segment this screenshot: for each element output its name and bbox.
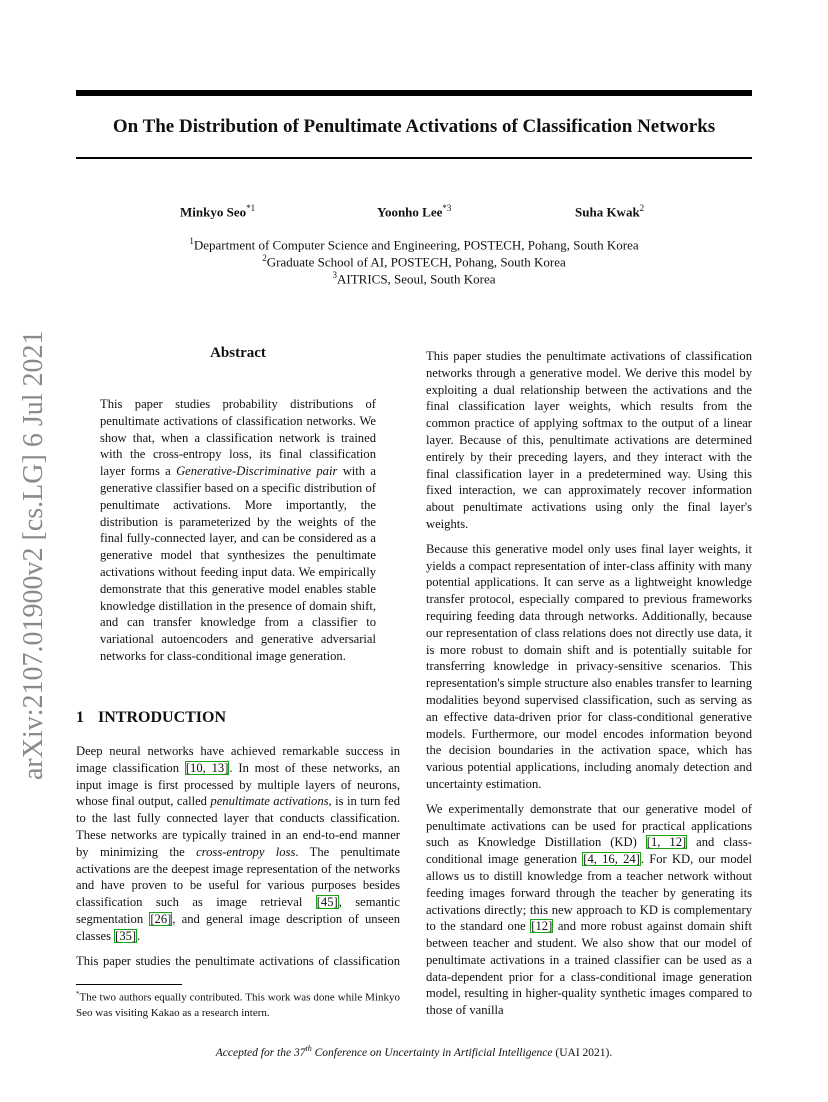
paragraph: This paper studies the penultimate activations of classification — [76, 953, 400, 968]
citation-link[interactable]: [4, 16, 24] — [583, 852, 640, 867]
footer-text: Conference on Uncertainty in Artificial Intelligence — [311, 1046, 553, 1059]
footnote-mark: * — [76, 990, 80, 998]
text-run: , and general image description of unseen classes — [76, 911, 400, 943]
section-title: INTRODUCTION — [98, 709, 227, 726]
citation-link[interactable]: [26] — [150, 911, 172, 926]
paragraph: Because this generative model only uses final layer weights, it yields a compact representation of inter-class affinity with many potential applications. It can serve as a lightweight knowledge transfer protocol, especially compared to previous frameworks requiring feeding data through networks. Additionally, because our representation of class relations does not directly use data, it is more robust to domain shift and is potentially suitable for transferring knowledge in privacy-sensitive scenarios. This representation's simple structure also enables transfer to learning modalities beyond supervised classification, such as serving as an effective data-driven prior for class-conditional generative models. Furthermore, our model encodes information beyond the decision boundaries in the activation space, which has various potential applications, including anomaly detection and uncertainty estimation. — [426, 541, 752, 791]
author-2 — [377, 203, 451, 220]
footnote-text: The two authors equally contributed. This work was done while Minkyo Seo was visiting Kakao as a research intern. — [76, 991, 400, 1019]
citation-link[interactable]: [35] — [115, 928, 137, 943]
abstract-emphasis: Generative-Discriminative pair — [176, 464, 338, 479]
text-run: Deep neural networks have achieved remarkable success in image classification — [76, 744, 400, 775]
paragraph-continued — [426, 348, 752, 533]
affiliation-3 — [76, 270, 752, 287]
footer-sup: th — [305, 1044, 312, 1053]
footnote-rule — [76, 984, 182, 985]
text-run: This paper studies the penultimate activations of classification networks through a generative model. We derive this model by exploiting a dual relationship between the activations and the final classification layer weights, which results from the common practice of applying softmax to the output of a linear layer. Because of this, penultimate activations are determined entirely by their preceding layers, and they interact with the final classification layer in a predetermined way. Using this fixed interaction, we can approximately recover information about penultimate activations using only the final layer's weights. — [426, 349, 752, 531]
affiliation-text: Graduate School of AI, POSTECH, Pohang, South Korea — [266, 254, 566, 270]
author-3 — [575, 203, 644, 220]
author-mark: *1 — [246, 203, 256, 213]
abstract-text: This paper studies probability distributions of penultimate activations of classification networks. We show that, when a classification network is trained with the cross-entropy loss, its final classification layer forms a — [100, 397, 376, 479]
emphasis: cross-entropy loss — [196, 844, 296, 859]
venue-footer — [76, 1044, 752, 1059]
section-heading — [76, 709, 226, 727]
affiliation-mark: 3 — [332, 270, 337, 280]
text-run: and class-conditional image generation — [426, 835, 752, 867]
affiliation-mark: 2 — [262, 253, 267, 263]
author-name: Suha Kwak — [575, 204, 640, 220]
affiliation-text: Department of Computer Science and Engineering, POSTECH, Pohang, South Korea — [193, 237, 639, 253]
left-column — [76, 743, 400, 969]
footnote — [76, 987, 400, 1021]
text-run: . — [137, 928, 141, 943]
paragraph — [426, 801, 752, 1019]
author-mark: *3 — [442, 203, 452, 213]
author-name: Minkyo Seo — [180, 204, 247, 220]
abstract-heading: Abstract — [210, 345, 266, 361]
arxiv-stamp: arXiv:2107.01900v2 [cs.LG] 6 Jul 2021 — [18, 330, 49, 780]
title-rule — [76, 157, 752, 159]
affiliation-text: AITRICS, Seoul, South Korea — [336, 271, 496, 287]
emphasis: penultimate activations — [210, 794, 329, 809]
affiliation-1 — [76, 236, 752, 253]
top-rule — [76, 90, 752, 96]
text-run: . In most of these networks, an input image is first processed by multiple layers of neurons, whose final output, called — [76, 760, 401, 809]
affiliation-2 — [76, 253, 752, 270]
abstract-text: with a generative classifier based on a specific distribution of penultimate activations. More importantly, the distribution is parameterized by the weights of the final fully-connected layer, and can be considered as a generative model that synthesizes the penultimate activations without feeding input data. We empirically demonstrate that this generative model enables stable knowledge distillation in the presence of domain shift, and can transfer knowledge from a classifier to variational autoencoders and generative adversarial networks for class-conditional image generation. — [100, 464, 376, 663]
footer-text: Accepted for the 37 — [215, 1046, 306, 1059]
text-run: We experimentally demonstrate that our generative model of penultimate activations can be used for practical applications such as Knowledge Distillation (KD) — [426, 801, 752, 850]
abstract-body — [100, 396, 376, 665]
author-1 — [180, 203, 255, 220]
author-name: Yoonho Lee — [377, 204, 443, 220]
footer-venue: (UAI 2021). — [552, 1046, 613, 1059]
text-run: . The penultimate activations are the deepest image representation of the networks and have proven to be useful for various purposes besides classification such as image retrieval — [76, 844, 400, 910]
affiliation-mark: 1 — [189, 236, 194, 246]
text-run: and more robust against domain shift between teacher and student. We also show that our model of penultimate activations in a trained classifier can be used as a data-dependent prior for a class-conditional image generation model, resulting in higher-quality synthetic images compared to those of vanilla — [426, 919, 752, 1018]
right-column — [426, 348, 752, 1019]
citation-link[interactable]: [10, 13] — [185, 760, 229, 775]
author-mark: 2 — [639, 203, 645, 213]
text-run: , is in turn fed to the last fully connected layer that conducts classification. These networks are typically trained in an end-to-end manner by minimizing the — [76, 794, 400, 859]
section-number: 1 — [76, 709, 84, 726]
text-run: . For KD, our model allows us to distill knowledge from a teacher network without feeding images forward through the teacher by generating its activations directly; this new approach to KD is complementary to the standard one — [426, 852, 752, 934]
paper-title: On The Distribution of Penultimate Activations of Classification Networks — [112, 116, 716, 137]
citation-link[interactable]: [1, 12] — [646, 835, 687, 850]
text-run: , semantic segmentation — [76, 895, 401, 926]
citation-link[interactable]: [45] — [316, 895, 338, 910]
paragraph — [76, 743, 400, 945]
citation-link[interactable]: [12] — [531, 919, 553, 934]
